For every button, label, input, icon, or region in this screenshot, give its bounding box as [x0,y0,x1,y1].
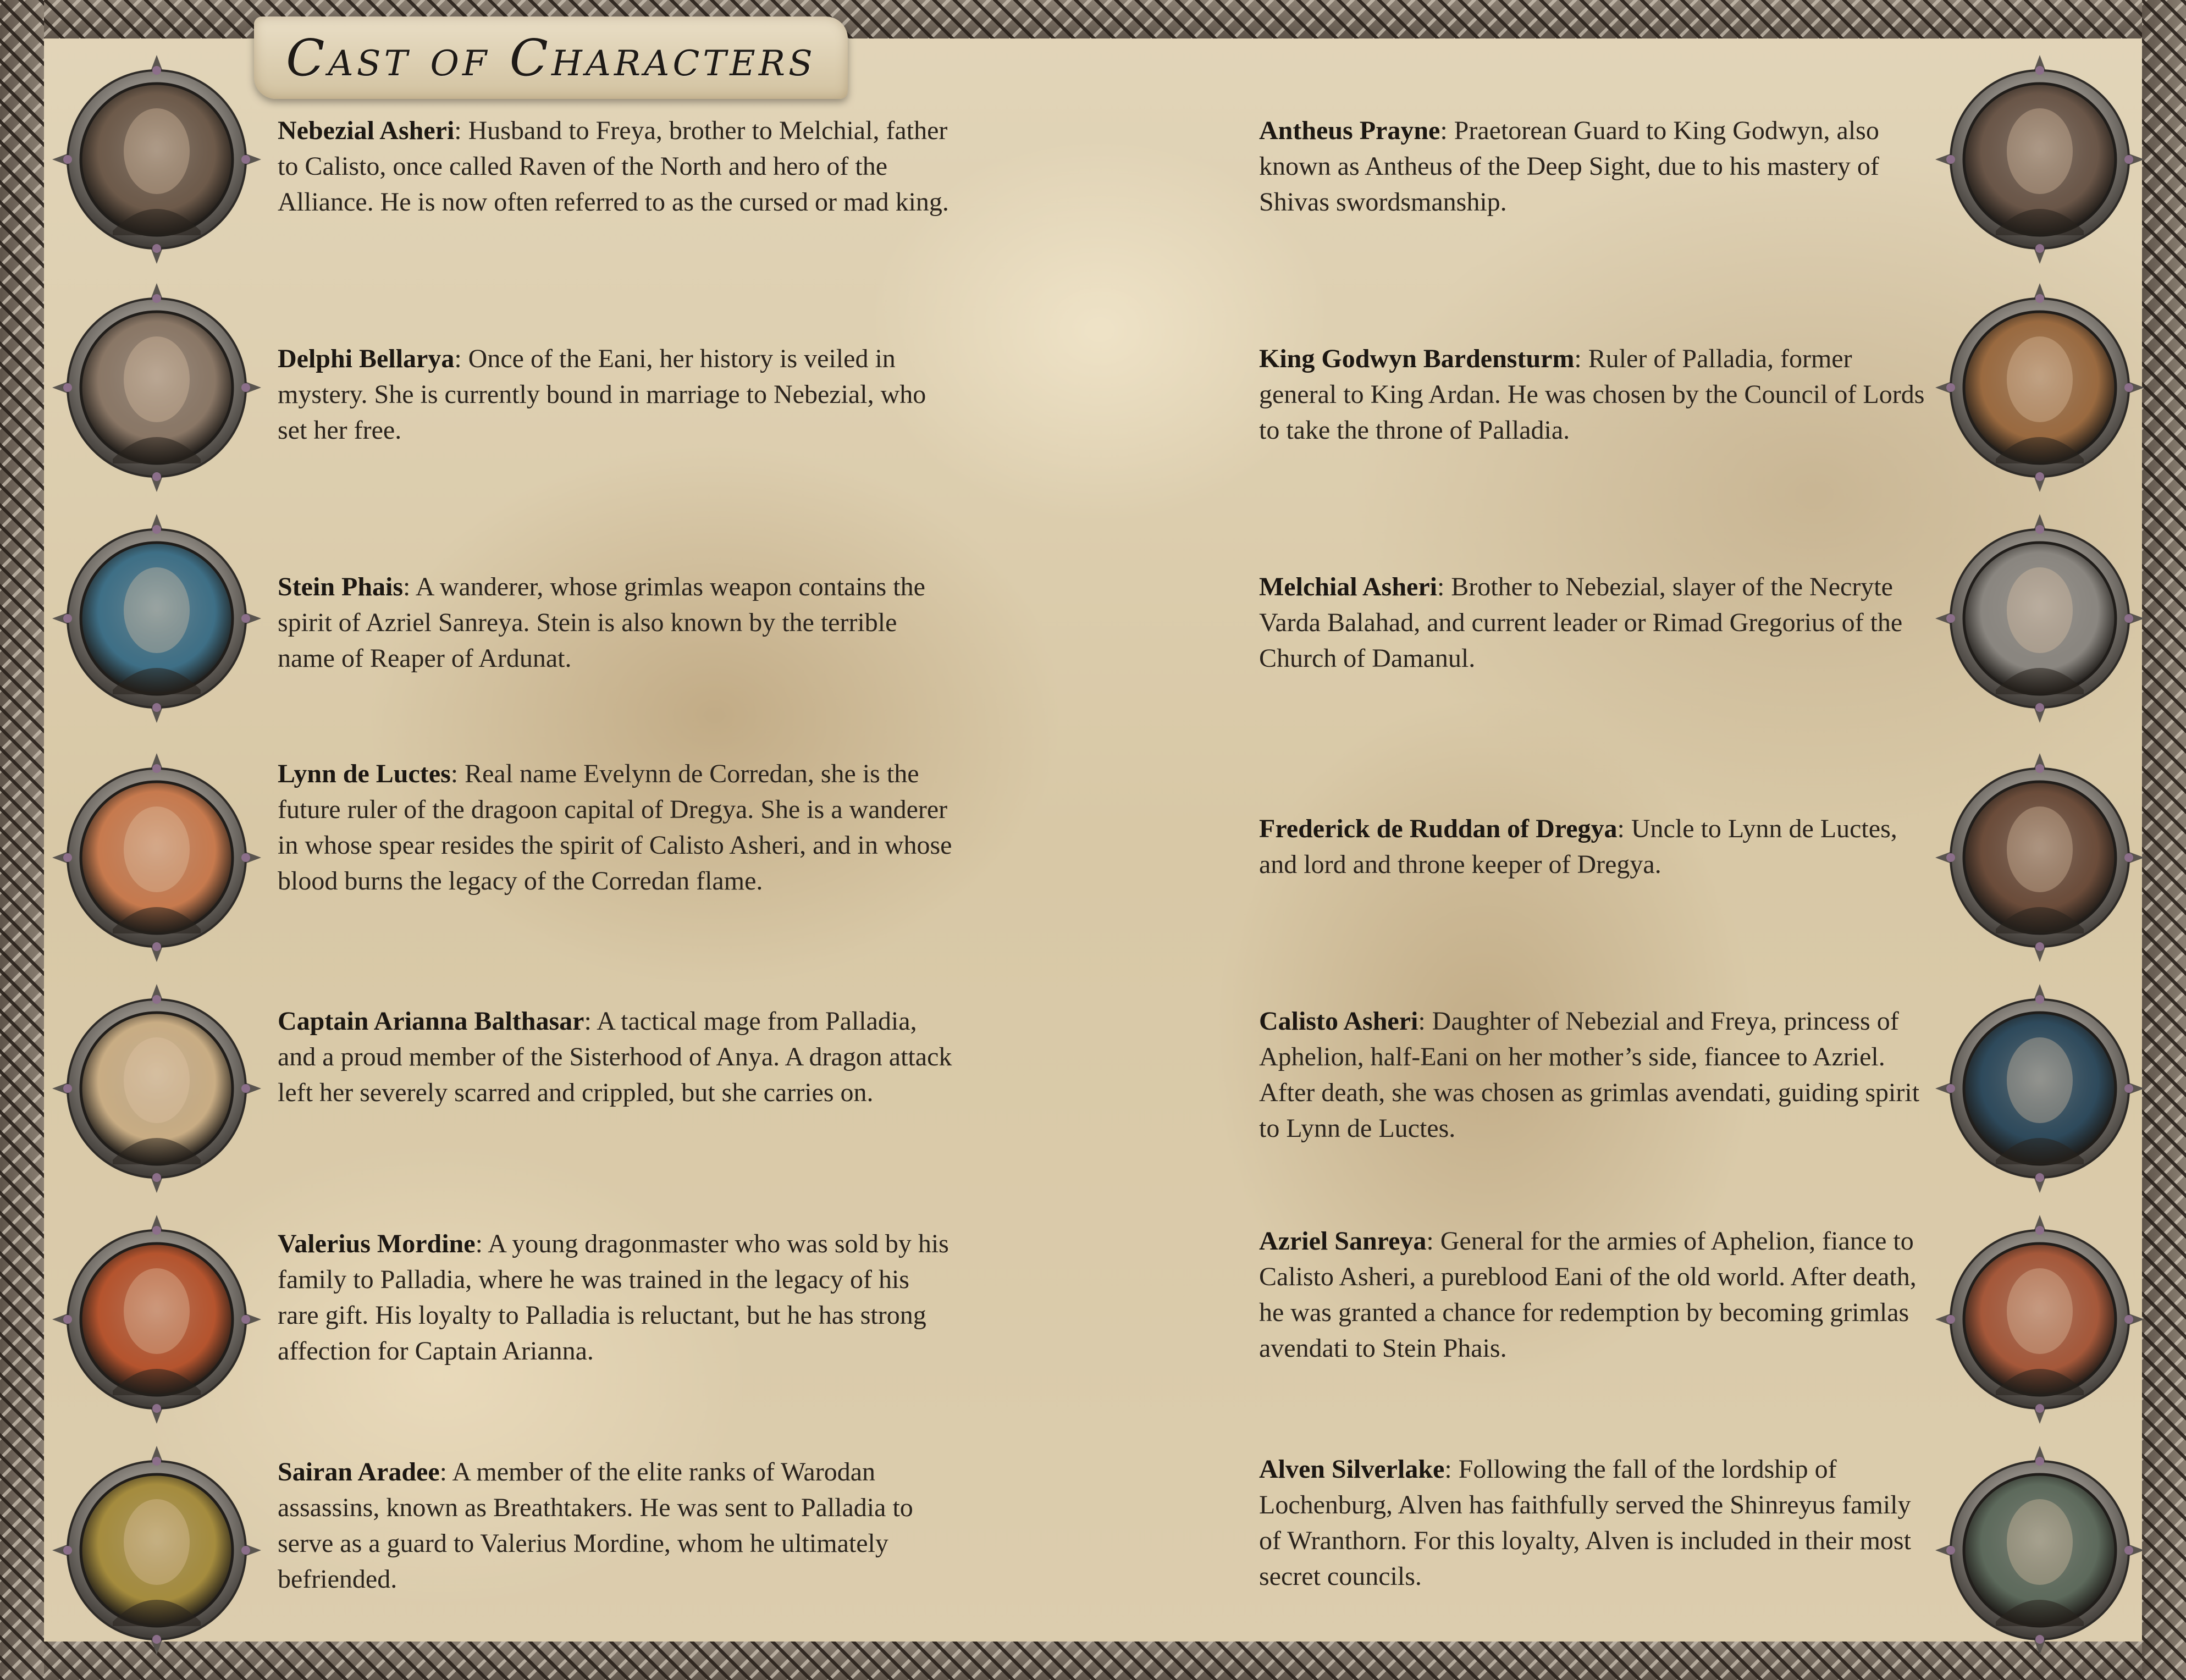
character-entry [1259,341,1935,448]
character-name: Antheus Prayne [1259,116,1440,145]
character-entry [278,341,954,448]
alven-portrait-icon [1935,1446,2144,1655]
character-description: : A tactical mage from Palladia, and a proud member of the Sisterhood of Anya. A dragon attack left her severely scarred and crippled, but she carries on. [278,1007,952,1107]
character-name: Delphi Bellarya [278,344,455,373]
character-entry [1259,811,1935,882]
character-description: : Daughter of Nebezial and Freya, princess of Aphelion, half-Eani on her mother’s side, fiancee to Azriel. After death, she was chosen as grimlas avendati, guiding spirit to Lynn de Luctes. [1259,1007,1920,1143]
character-name: Stein Phais [278,572,404,601]
character-entry [1259,1223,1935,1366]
character-entry [278,1003,954,1110]
character-description: : General for the armies of Aphelion, fiance to Calisto Asheri, a pureblood Eani of the old world. After death, he was granted a chance for redemption by becoming grimlas avendati to Stein Phais. [1259,1226,1917,1363]
character-entry [1259,113,1935,220]
knot-border-right [2142,0,2186,1680]
character-description: : Uncle to Lynn de Luctes, and lord and throne keeper of Dregya. [1259,814,1897,879]
character-entry [278,1454,954,1597]
character-entry [1259,569,1935,676]
character-description: : Real name Evelynn de Corredan, she is the future ruler of the dragoon capital of Dregya. She is a wanderer in whose spear resides the spirit of Calisto Asheri, and in whose blood burns the legacy of the Corredan flame. [278,759,952,896]
character-description: : Once of the Eani, her history is veiled in mystery. She is currently bound in marriage to Nebezial, who set her free. [278,344,926,445]
sairan-portrait-icon [52,1446,261,1655]
character-entry [1259,1003,1935,1146]
melchial-portrait-icon [1935,514,2144,723]
character-entry [278,569,954,676]
character-name: King Godwyn Bardensturm [1259,344,1575,373]
azriel-portrait-icon [1935,1215,2144,1424]
character-description: : Praetorean Guard to King Godwyn, also known as Antheus of the Deep Sight, due to his mastery of Shivas swordsmanship. [1259,116,1879,217]
valerius-portrait-icon [52,1215,261,1424]
antheus-portrait-icon [1935,55,2144,264]
character-name: Azriel Sanreya [1259,1226,1427,1256]
character-entry [278,1226,954,1369]
character-description: : Following the fall of the lordship of Lochenburg, Alven has faithfully served the Shinreyus family of Wranthorn. For this loyalty, Alven is included in their most secret councils. [1259,1455,1911,1591]
character-name: Captain Arianna Balthasar [278,1007,584,1036]
character-name: Alven Silverlake [1259,1455,1445,1484]
calisto-portrait-icon [1935,984,2144,1193]
character-name: Frederick de Ruddan of Dregya [1259,814,1618,843]
character-name: Calisto Asheri [1259,1007,1418,1036]
stein-portrait-icon [52,514,261,723]
character-description: : A young dragonmaster who was sold by his family to Palladia, where he was trained in the legacy of his rare gift. His loyalty to Palladia is reluctant, but he has strong affection for Captain Arianna. [278,1229,949,1366]
knot-border-bottom [0,1642,2186,1680]
character-name: Lynn de Luctes [278,759,451,788]
character-entry [1259,1451,1935,1594]
knot-border-left [0,0,44,1680]
arianna-portrait-icon [52,984,261,1193]
delphi-portrait-icon [52,283,261,492]
character-description: : A wanderer, whose grimlas weapon contains the spirit of Azriel Sanreya. Stein is also known by the terrible name of Reaper of Ardunat. [278,572,925,673]
character-name: Sairan Aradee [278,1457,440,1486]
character-entry [278,113,954,220]
page-title: Cast of Characters [286,29,816,87]
godwyn-portrait-icon [1935,283,2144,492]
lynn-portrait-icon [52,753,261,962]
character-description: : A member of the elite ranks of Warodan assassins, known as Breathtakers. He was sent to Palladia to serve as a guard to Valerius Mordine, whom he ultimately befriended. [278,1457,913,1594]
character-description: : Brother to Nebezial, slayer of the Necryte Varda Balahad, and current leader or Rimad Gregorius of the Church of Damanul. [1259,572,1903,673]
character-name: Valerius Mordine [278,1229,476,1258]
character-name: Melchial Asheri [1259,572,1437,601]
nebezial-portrait-icon [52,55,261,264]
character-entry [278,756,954,899]
character-name: Nebezial Asheri [278,116,455,145]
title-plaque [254,16,848,99]
frederick-portrait-icon [1935,753,2144,962]
character-description: : Husband to Freya, brother to Melchial, father to Calisto, once called Raven of the North and hero of the Alliance. He is now often referred to as the cursed or mad king. [278,116,949,217]
character-description: : Ruler of Palladia, former general to King Ardan. He was chosen by the Council of Lords to take the throne of Palladia. [1259,344,1925,445]
